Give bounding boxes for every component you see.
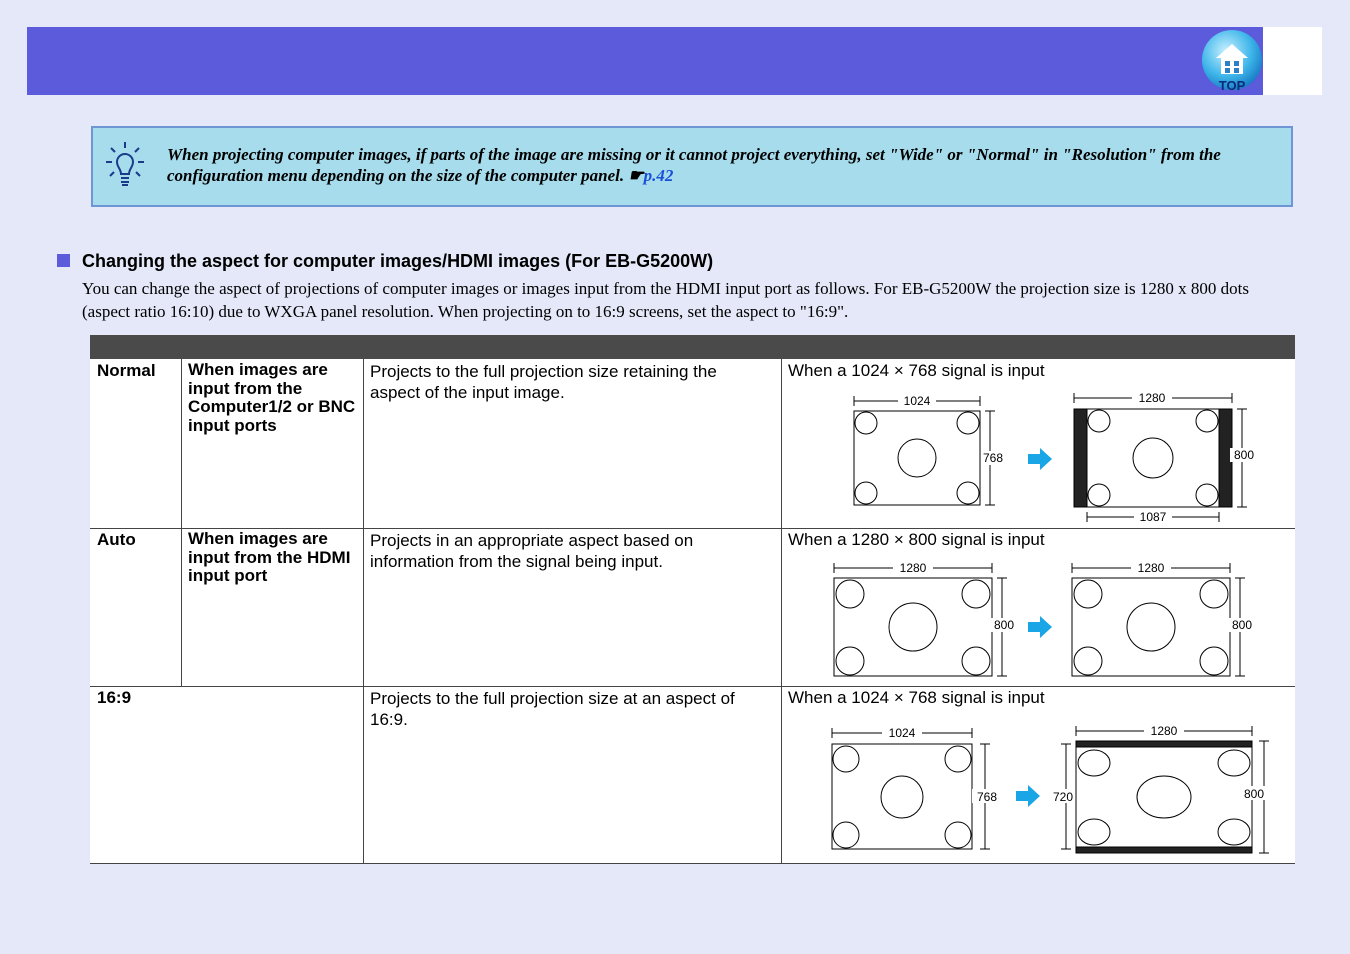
section-title: Changing the aspect for computer images/HDMI images (For EB-G5200W) <box>82 251 714 271</box>
output-width-label: 1280 <box>1137 561 1165 575</box>
output-width-label: 1280 <box>1138 391 1166 405</box>
table-row-condition: When images are input from the HDMI input port <box>188 529 351 585</box>
pointing-hand-icon: ☛ <box>628 166 644 185</box>
normal-aspect-diagram <box>820 385 1260 530</box>
table-row-mode: Auto <box>97 530 136 549</box>
table-row-mode: Normal <box>97 361 156 380</box>
table-header-bar <box>90 335 1295 359</box>
row-divider <box>90 686 1295 687</box>
output-height-label: 800 <box>1231 618 1253 632</box>
table-row-mode: 16:9 <box>97 688 132 707</box>
input-height-label: 768 <box>982 451 1004 465</box>
column-divider <box>781 359 782 864</box>
table-row-description: Projects to the full projection size retaining the aspect of the input image. <box>370 362 717 402</box>
header-corner <box>1263 27 1322 95</box>
table-row-example: When a 1024 × 768 signal is input <box>788 688 1045 707</box>
output-inner-width-label: 1087 <box>1139 510 1167 524</box>
table-row-description: Projects to the full projection size at an aspect of 16:9. <box>370 689 735 729</box>
table-row-example: When a 1024 × 768 signal is input <box>788 361 1045 380</box>
output-inner-height-label: 720 <box>1052 790 1074 804</box>
input-height-label: 800 <box>993 618 1015 632</box>
note-box <box>91 126 1293 207</box>
output-height-label: 800 <box>1243 787 1265 801</box>
top-button[interactable] <box>1200 28 1264 94</box>
arrow-right-icon <box>1028 616 1052 638</box>
top-button-label: TOP <box>1218 78 1246 93</box>
output-height-label: 800 <box>1233 448 1255 462</box>
auto-aspect-diagram <box>820 557 1260 682</box>
table-row-description: Projects in an appropriate aspect based on information from the signal being input. <box>370 531 694 571</box>
output-width-label: 1280 <box>1150 724 1178 738</box>
table-bottom-border <box>90 863 1295 864</box>
aspect-table <box>90 335 1295 864</box>
column-divider <box>181 359 182 687</box>
wide-16-9-diagram <box>820 720 1270 855</box>
column-divider <box>363 359 364 864</box>
section-body: You can change the aspect of projections of computer images or images input from the HDMI input port as follows. For EB-G5200W the projection size is 1280 x 800 dots (aspect ratio 16:10) due to WXGA panel resolution. When projecting on to 16:9 screens, set the aspect to "16:9". <box>82 279 1249 321</box>
tip-lightbulb-icon <box>105 140 145 188</box>
section-bullet <box>57 254 70 267</box>
table-row-example: When a 1280 × 800 signal is input <box>788 530 1045 549</box>
table-row-condition: When images are input from the Computer1/2 or BNC input ports <box>188 360 356 435</box>
note-body: When projecting computer images, if parts of the image are missing or it cannot project everything, set "Wide" or "Normal" in "Resolution" from the configuration menu depending on the size of the computer panel. <box>167 145 1221 185</box>
page-link[interactable]: p.42 <box>643 166 674 185</box>
input-height-label: 768 <box>976 790 998 804</box>
input-width-label: 1024 <box>903 394 931 408</box>
header-band <box>27 27 1263 95</box>
arrow-right-icon <box>1016 785 1040 807</box>
input-width-label: 1024 <box>888 726 916 740</box>
note-text <box>167 144 1267 186</box>
input-width-label: 1280 <box>899 561 927 575</box>
arrow-right-icon <box>1028 448 1052 470</box>
